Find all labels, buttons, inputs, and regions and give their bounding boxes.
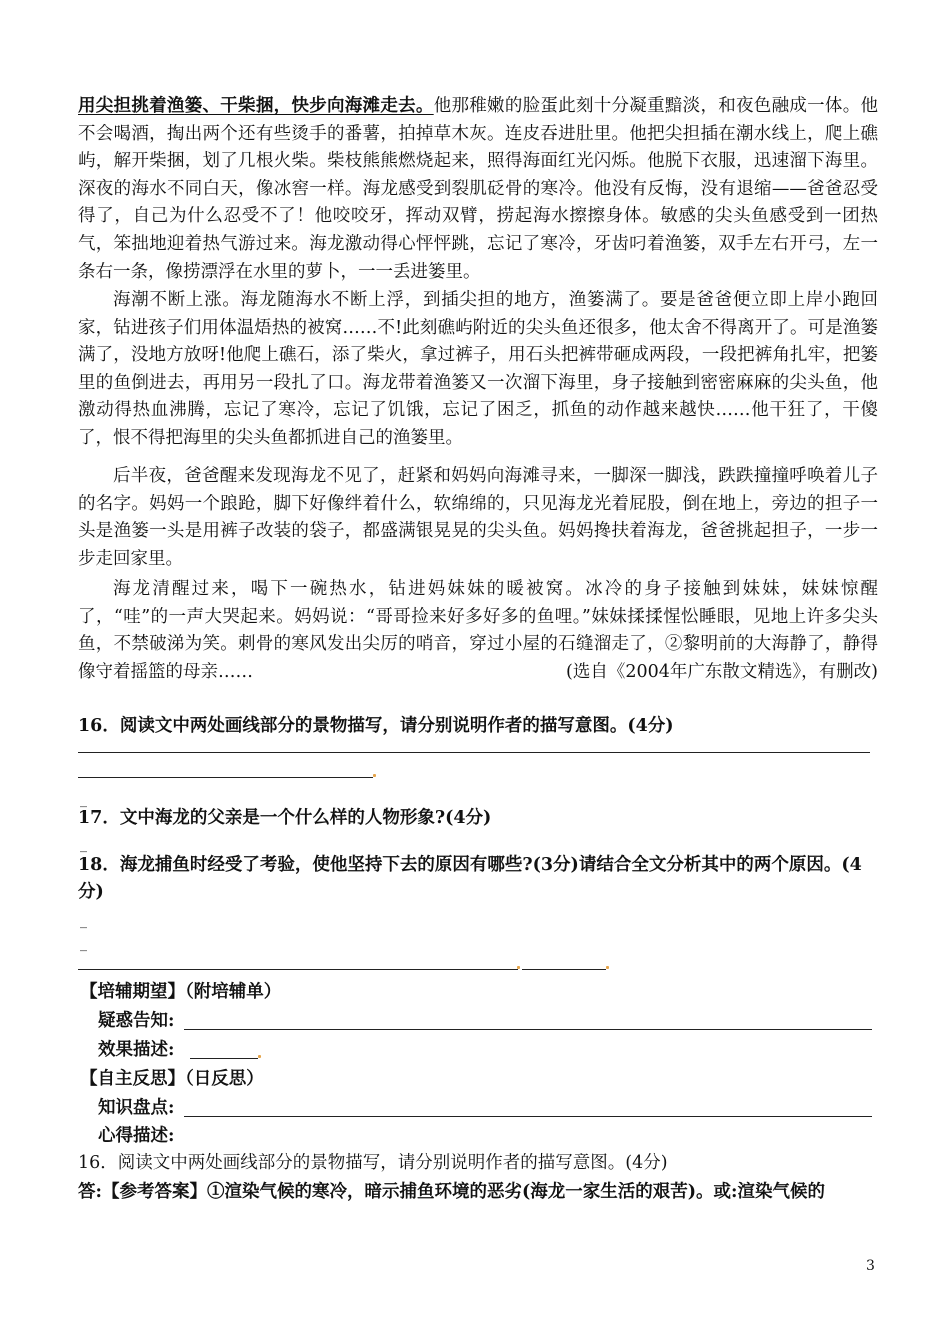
- blank-dash: _: [80, 913, 87, 929]
- mark-dot: [373, 774, 376, 777]
- answer-question-16: 16．阅读文中两处画线部分的景物描写，请分别说明作者的描写意图。(4分): [78, 1153, 668, 1173]
- tutoring-header: 【培辅期望】（附培辅单）: [80, 982, 282, 1002]
- knowledge-label: 知识盘点:: [98, 1098, 175, 1118]
- passage-paragraph-2: 海潮不断上涨。海龙随海水不断上浮，到插尖担的地方，渔篓满了。要是爸爸便立即上岸小跑回家，钻进孩子们用体温焐热的被窝……不!此刻礁屿附近的尖头鱼还很多，他太舍不得离开了。可是渔篓满了，没地方放呀!他爬上礁石，添了柴火，拿过裤子，用石头把裤带砸成两段，一段把裤角扎牢，把篓里的鱼倒进去，再用另一段扎了口。海龙带着渔篓又一次溜下海里，身子接触到密密麻麻的尖头鱼，他激动得热血沸腾，忘记了寒冷，忘记了饥饿，忘记了困乏，抓鱼的动作越来越快……他干狂了，干傻了，恨不得把海里的尖头鱼都抓进自己的渔篓里。: [78, 290, 878, 448]
- question-17: 17．文中海龙的父亲是一个什么样的人物形象?(4分): [78, 808, 492, 828]
- page-number: 3: [866, 1258, 875, 1274]
- mark-dot: [606, 966, 609, 969]
- underlined-scene-description-1: 用尖担挑着渔篓、干柴捆，快步向海滩走去。: [78, 96, 434, 116]
- source-citation: (选自《2004年广东散文精选》，有删改): [566, 661, 878, 682]
- reflection-header: 【自主反思】（日反思）: [80, 1069, 264, 1089]
- answer-line-16a[interactable]: [78, 752, 870, 753]
- answer-line-18b[interactable]: [522, 969, 606, 970]
- blank-dash: _: [80, 936, 87, 952]
- answer-prefix: 答:: [78, 1182, 102, 1202]
- paragraph-1-text: 他那稚嫩的脸蛋此刻十分凝重黯淡，和夜色融成一体。他不会喝酒，掏出两个还有些烫手的番薯，拍掉草木灰。连皮吞进肚里。他把尖担插在潮水线上，爬上礁屿，解开柴捆，划了几根火柴。柴枝熊熊燃烧起来，照得海面红光闪烁。他脱下衣服，迅速溜下海里。深夜的海水不同白天，像冰窖一样。海龙感受到裂肌砭骨的寒冷。他没有反悔，没有退缩——爸爸忍受得了，自己为什么忍受不了！他咬咬牙，挥动双臂，捞起海水擦擦身体。敏感的尖头鱼感受到一团热气，笨拙地迎着热气游过来。海龙激动得心怦怦跳，忘记了寒冷，牙齿叼着渔篓，双手左右开弓，左一条右一条，像捞漂浮在水里的萝卜，一一丢进篓里。: [78, 96, 879, 282]
- question-18: 18．海龙捕鱼时经受了考验，使他坚持下去的原因有哪些?(3分)请结合全文分析其中的两个原因。(4分): [78, 855, 862, 902]
- blank-dash: _: [80, 837, 87, 853]
- question-16: 16．阅读文中两处画线部分的景物描写，请分别说明作者的描写意图。(4分): [78, 716, 674, 736]
- mark-dot: [258, 1055, 261, 1058]
- reference-answer: [78, 1180, 825, 1204]
- effect-label: 效果描述:: [98, 1040, 175, 1060]
- effect-input-line[interactable]: [190, 1058, 258, 1059]
- paragraph-4-text: 海龙清醒过来，喝下一碗热水，钻进妈妹妹的暖被窝。冰冷的身子接触到妹妹，妹妹惊醒了，“哇”的一声大哭起来。妈妈说：“哥哥捡来好多好多的鱼哩。”妹妹揉揉惺忪睡眼，见地上许多尖头鱼，不禁破涕为笑。刺骨的寒风发出尖厉的哨音，穿过小屋的石缝溜走了，②黎明前的大海静了，静得像守着摇篮的母亲……: [78, 579, 878, 682]
- insight-label: 心得描述:: [98, 1126, 175, 1146]
- blank-dash: _: [80, 792, 87, 808]
- answer-text: ①渲染气候的寒冷，暗示捕鱼环境的恶劣(海龙一家生活的艰苦)。或:渲染气候的: [206, 1182, 825, 1202]
- answer-line-16b[interactable]: [78, 777, 373, 778]
- knowledge-input-line[interactable]: [184, 1116, 872, 1117]
- answer-tag: 【参考答案】: [101, 1182, 207, 1202]
- passage-paragraph-3: 后半夜，爸爸醒来发现海龙不见了，赶紧和妈妈向海滩寻来，一脚深一脚浅，跌跌撞撞呼唤着儿子的名字。妈妈一个踉跄，脚下好像绊着什么，软绵绵的，只见海龙光着屁股，倒在地上，旁边的担子一头是渔篓一头是用裤子改装的袋子，都盛满银晃晃的尖头鱼。妈妈搀扶着海龙，爸爸挑起担子，一步一步走回家里。: [78, 466, 878, 569]
- answer-line-18a[interactable]: [78, 969, 518, 970]
- passage-paragraph-4: [78, 576, 878, 686]
- passage-paragraph-1: [78, 93, 878, 286]
- doubt-label: 疑惑告知:: [98, 1011, 175, 1031]
- mark-dot: [517, 966, 520, 969]
- doubt-input-line[interactable]: [184, 1029, 872, 1030]
